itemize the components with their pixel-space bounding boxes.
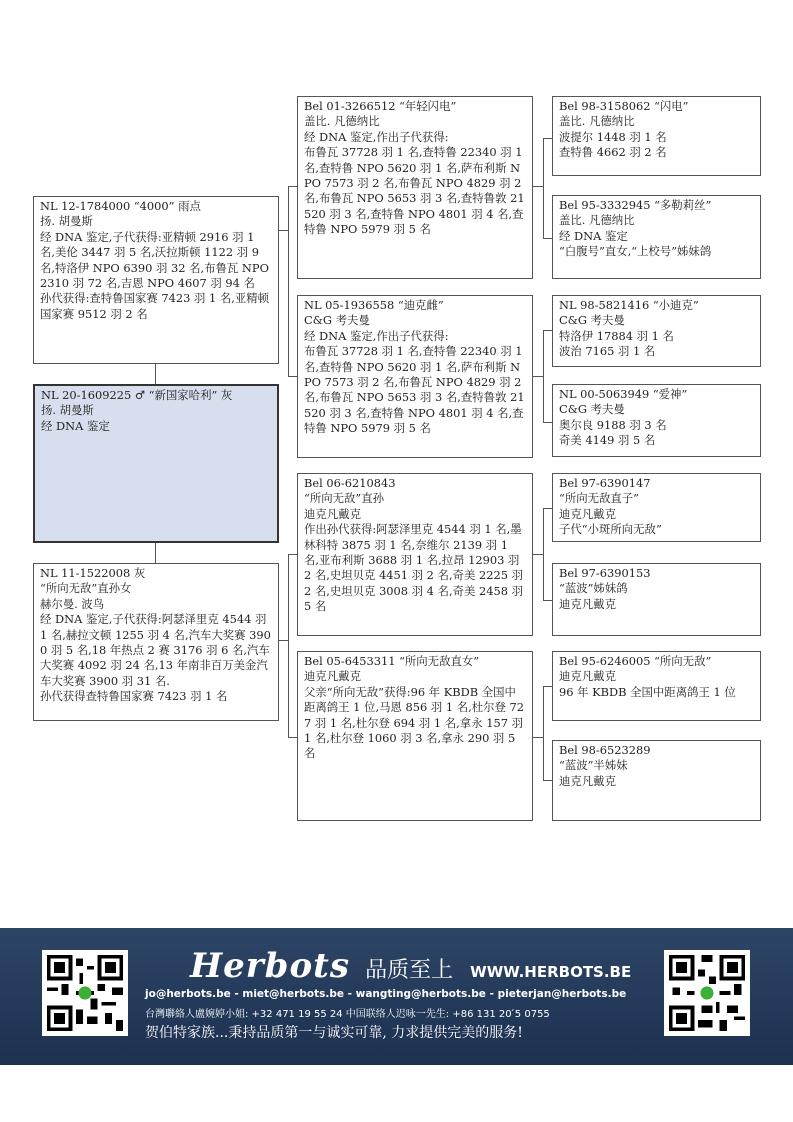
connector-line [543,780,552,781]
contact-emails[interactable]: jo@herbots.be - miet@herbots.be - wangting@herbots.be - pieterjan@herbots.be [145,988,627,1000]
box-line: 迪克凡戴克 [559,506,616,521]
connector-line [288,554,297,555]
box-line: 孙代获得:查特鲁国家赛 7423 羽 1 名,亚精顿国家赛 9512 羽 2 名 [40,291,270,321]
connector-line [543,138,544,238]
brand-logo: Herbots [190,946,350,986]
connector-line [533,376,543,377]
box-line: NL 20-1609225 ♂ “新国家哈利” 灰 [41,388,233,402]
website-link[interactable]: WWW.HERBOTS.BE [470,963,632,981]
box-line: Bel 06-6210843 [304,476,396,490]
qr-code-icon [42,950,128,1036]
pedigree-box-sire-sire [297,96,533,279]
box-line: 布鲁瓦 37728 羽 1 名,查特鲁 22340 羽 1 名,查特鲁 NPO 5620 羽 1 名,萨布利斯 NPO 7573 羽 2 名,布鲁瓦 NPO 4829 羽 2 名,布鲁瓦 NPO 5653 羽 3 名,查特鲁敦 21520 羽 3 名,查特鲁 NPO 4801 羽 4 名,查特鲁 NPO 5979 羽 5 名 [304,344,525,436]
connector-line [288,554,289,737]
connector-line [543,422,552,423]
connector-line [288,376,297,377]
box-line: 布鲁瓦 37728 羽 1 名,查特鲁 22340 羽 1 名,查特鲁 NPO 5620 羽 1 名,萨布利斯 NPO 7573 羽 2 名,布鲁瓦 NPO 4829 羽 2 名,布鲁瓦 NPO 5653 羽 3 名,查特鲁敦 21520 羽 3 名,查特鲁 NPO 4801 羽 4 名,查特鲁 NPO 5979 羽 5 名 [304,145,525,237]
pedigree-box-ssd [552,195,761,279]
box-line: Bel 97-6390153 [559,566,651,580]
box-line: 赫尔曼. 波鸟 [40,596,105,611]
box-line: 作出孙代获得:阿瑟泽里克 4544 羽 1 名,墨林科特 3875 羽 1 名,奈维尔 2139 羽 1 名,亚布利斯 3688 羽 1 名,拉昂 12903 羽 2 名,史坦贝克 4451 羽 2 名,奇美 2225 羽 2 名,史坦贝克 3008 羽 4 名,奇美 2458 羽 5 名 [304,522,523,614]
box-line: NL 11-1522008 灰 [40,566,146,580]
wechat-qr-code-icon [664,950,750,1036]
connector-line [543,330,544,422]
box-line: 经 DNA 鉴定 [41,418,110,433]
pedigree-box-sire-dam [297,295,533,458]
connector-line [279,230,288,231]
footer-banner [0,928,793,1065]
pedigree-box-dss [552,473,761,542]
box-line: 迪克凡戴克 [559,773,616,788]
box-line: 查特鲁 4662 羽 2 名 [559,145,667,160]
box-line: C&G 考夫曼 [559,313,625,328]
connector-line [543,686,544,780]
box-line: “蓝波”姊妹鸽 [559,581,628,596]
box-line: Bel 95-6246005 “所向无敌” [559,654,712,668]
connector-line [543,238,552,239]
pedigree-box-ddd [552,740,761,821]
brand-header [190,946,632,986]
box-line: 特洛伊 17884 羽 1 名 [559,328,674,343]
connector-line [533,737,543,738]
box-line: 96 年 KBDB 全国中距离鸽王 1 位 [559,684,736,699]
connector-line [288,186,289,376]
box-line: 经 DNA 鉴定,子代获得:阿瑟泽里克 4544 羽 1 名,赫拉文顿 1255 羽 4 名,汽车大奖赛 3900 羽 5 名,18 年热点 2 赛 3176 羽 6 名,汽车大奖赛 4092 羽 24 名,13 年南非百万美金汽车大奖赛 3900 羽 31 名. [40,612,271,688]
box-line: 盖比. 凡德纳比 [559,213,635,228]
box-line: 波提尔 1448 羽 1 名 [559,129,667,144]
connector-line [155,543,156,563]
box-line: 迪克凡戴克 [304,669,361,684]
box-line: 父亲“所向无敌”获得:96 年 KBDB 全国中距离鸽王 1 位,马恩 856 羽 1 名,杜尔登 727 羽 1 名,杜尔登 694 羽 1 名,拿永 157 羽 1 名,杜尔登 1060 羽 3 名,拿永 290 羽 5 名 [304,684,525,761]
box-line: Bel 97-6390147 [559,476,651,490]
pedigree-box-sds [552,295,761,367]
connector-line [543,330,552,331]
pedigree-box-dsd [552,563,761,636]
box-line: “蓝波”半姊妹 [559,758,628,773]
box-line: 经 DNA 鉴定,作出子代获得: [304,129,449,144]
pedigree-box-sss [552,96,761,176]
connector-line [288,186,297,187]
box-line: 孙代获得查特鲁国家赛 7423 羽 1 名 [40,689,228,704]
box-line: Bel 01-3266512 “年轻闪电” [304,99,457,113]
connector-line [155,364,156,384]
box-line: NL 12-1784000 “4000” 雨点 [40,199,201,213]
box-line: NL 05-1936558 “迪克雌” [304,298,444,312]
box-line: C&G 考夫曼 [304,313,370,328]
box-line: 经 DNA 鉴定,子代获得:亚精顿 2916 羽 1 名,美伦 3447 羽 5 名,沃拉斯顿 1122 羽 9 名,特洛伊 NPO 6390 羽 32 名,布鲁瓦 NPO 2310 羽 72 名,吉恩 NPO 4607 羽 94 名 [40,229,269,291]
pedigree-box-dam-sire [297,473,533,636]
box-line: 迪克凡戴克 [559,669,616,684]
box-line: Bel 98-6523289 [559,743,651,757]
pedigree-box-dam-dam [297,651,533,821]
box-line: Bel 98-3158062 “闪电” [559,99,689,113]
pedigree-box-sdd [552,384,761,457]
box-line: 扬. 胡曼斯 [40,214,93,229]
box-line: 奇美 4149 羽 5 名 [559,433,656,448]
box-line: “所向无敌”直孙女 [40,581,132,596]
connector-line [533,554,543,555]
connector-line [279,640,288,641]
box-line: 迪克凡戴克 [559,596,616,611]
box-line: 子代“小斑所向无敌” [559,522,662,537]
brand-slogan: 品质至上 [365,958,454,983]
pedigree-box-dds [552,651,761,721]
box-line: 波治 7165 羽 1 名 [559,344,656,359]
box-line: 盖比. 凡德纳比 [304,114,380,129]
box-line: 经 DNA 鉴定 [559,228,628,243]
box-line: 迪克凡戴克 [304,506,361,521]
connector-line [543,138,552,139]
box-line: NL 00-5063949 “爱神” [559,387,688,401]
box-line: NL 98-5821416 “小迪克” [559,298,699,312]
connector-line [543,508,552,509]
company-motto: 贺伯特家族...秉持品质第一与诚实可靠, 力求提供完美的服务! [145,1025,523,1041]
box-line: “所向无敌直子” [559,491,639,506]
box-line: “所向无敌”直孙 [304,491,384,506]
box-line: “白腹号”直女,“上校号”姊妹鸽 [559,244,712,259]
box-line: 奥尔良 9188 羽 3 名 [559,417,667,432]
box-line: 扬. 胡曼斯 [41,403,94,418]
box-line: Bel 05-6453311 “所向无敌直女” [304,654,480,668]
box-line: Bel 95-3332945 “多勒莉丝” [559,198,712,212]
box-line: 经 DNA 鉴定,作出子代获得: [304,328,449,343]
connector-line [543,686,552,687]
connector-line [533,186,543,187]
connector-line [288,737,297,738]
pedigree-box-sire [33,196,279,364]
box-line: C&G 考夫曼 [559,402,625,417]
connector-line [543,508,544,600]
pedigree-box-dam [33,563,279,721]
pedigree-box-subject [33,384,279,543]
contact-phones: 台灣聯絡人盧婉婷小姐: +32 471 19 55 24 中国联络人迟咏一先生: +86 131 20 ́5 0755 [145,1009,550,1020]
box-line: 盖比. 凡德纳比 [559,114,635,129]
connector-line [543,600,552,601]
